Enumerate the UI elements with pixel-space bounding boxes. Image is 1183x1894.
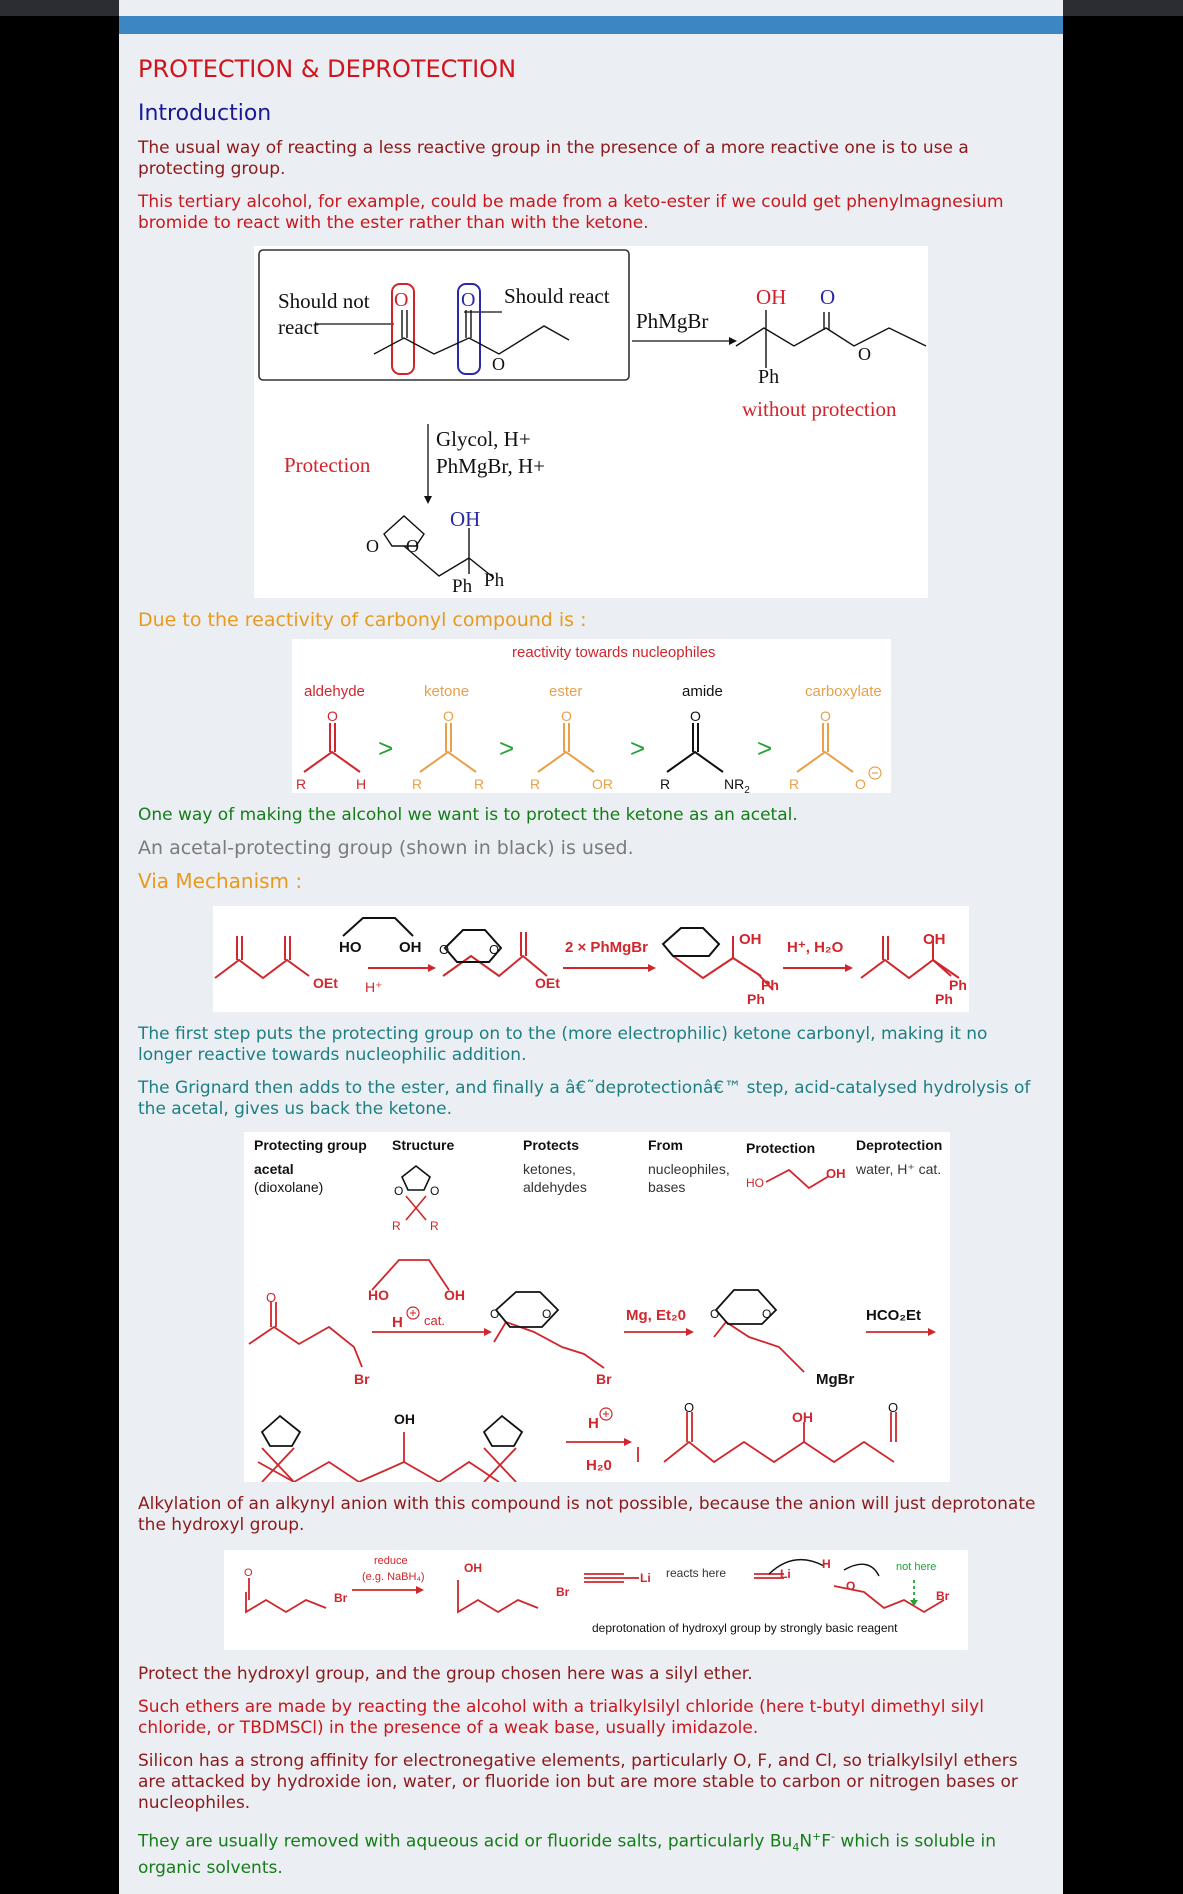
reactivity-title: reactivity towards nucleophiles [512,644,716,661]
hydrolysis-water: H₂0 [586,1457,612,1474]
glycol-oh-2: OH [444,1287,465,1303]
para-acetal-group: An acetal-protecting group (shown in black) is used. [138,837,634,859]
label-react: react [278,315,319,339]
figure-caption: deprotonation of hydroxyl group by strongly basic reagent [592,1621,898,1635]
hydrolysis-conditions: H⁺, H₂O [787,939,844,956]
header-strip [119,16,1063,34]
label-ketone: ketone [424,683,470,700]
carboxylate-o: O [820,708,831,724]
reduce-label: reduce [374,1555,408,1567]
start-o: O [266,1290,277,1305]
glycol-ho: HO [339,939,362,956]
acetal1-o2: O [542,1307,552,1321]
removal-f: F [821,1831,832,1852]
col-protection: Protection [746,1140,816,1156]
reagent-phmgbr: PhMgBr [636,309,709,333]
acetal1-o1: O [490,1307,500,1321]
protected-oh: OH [450,507,481,531]
figure-reactivity-order [292,639,891,793]
adduct-ph1: Ph [761,977,779,993]
grignard-reagent: 2 × PhMgBr [565,939,648,956]
removal-text-a: They are usually removed with aqueous acid or fluoride salts, particularly Bu [138,1831,793,1852]
adduct-ph2: Ph [747,991,765,1007]
product-oh: OH [923,931,946,948]
product-ph2: Ph [935,991,953,1007]
col-protecting-group: Protecting group [254,1137,367,1153]
figure-keto-ester-protection [254,246,928,598]
from-bases: bases [648,1179,686,1195]
para-protect-hydroxyl: Protect the hydroxyl group, and the group chosen here was a silyl ether. [138,1664,753,1684]
condition-phmgbr: PhMgBr, H+ [436,454,546,478]
cat-label: cat. [424,1313,445,1328]
start-br: Br [334,1591,348,1605]
acid-h: H [392,1314,403,1331]
label-protection: Protection [284,453,371,477]
removal-sup: + [812,1830,822,1843]
anion-li: Li [780,1567,791,1581]
gt-2: > [499,733,515,763]
ketone-o: O [443,708,454,724]
start-br: Br [354,1371,370,1387]
para-removal [138,1826,1044,1879]
product-ether-o: O [858,344,871,364]
acid-catalyst: H⁺ [365,979,383,995]
removal-sup2: - [831,1830,836,1843]
protected-ph1: Ph [452,576,473,597]
row-acetal: acetal [254,1161,294,1177]
glycol-oh: OH [399,939,422,956]
alcohol-oh: OH [464,1561,482,1575]
reacts-here-label: reacts here [666,1566,727,1580]
reactivity-heading: Due to the reactivity of carbonyl compound is : [138,609,587,631]
amide-r: R [660,776,671,792]
label-ester: ester [549,683,583,700]
acetal-br: Br [596,1371,612,1387]
ketone-r2: R [474,776,485,792]
struct-r2: R [430,1219,439,1233]
col-deprotection: Deprotection [856,1137,943,1153]
reduce-reagent: (e.g. NaBH₄) [362,1571,425,1583]
para-alkylation: Alkylation of an alkynyl anion with this compound is not possible, because the anion will just deprotonate the hydroxyl group. [138,1494,1036,1535]
acetal-o2: O [489,942,500,957]
product-oh: OH [756,285,787,309]
start-o: O [244,1567,253,1579]
document-page [119,0,1063,1894]
product-carbonyl-o: O [820,285,836,309]
alkynyl-li: Li [640,1571,651,1585]
amide-nr2: $NR_2$ [724,776,750,793]
protected-ph2: Ph [484,570,505,591]
removal-n: N [799,1831,813,1852]
para-first-step: The first step puts the protecting group on to the (more electrophilic) ketone carbonyl, making it no longer reactive towards nucleophilic addition. [138,1024,988,1065]
struct-o1: O [394,1184,404,1198]
ester-or: OR [592,776,613,792]
col-structure: Structure [392,1137,455,1153]
final-oh: OH [792,1409,813,1425]
acetal2-o2: O [762,1307,772,1321]
ketone-r1: R [412,776,423,792]
deprotection-conditions: water, H⁺ cat. [856,1161,942,1177]
grignard-mgbr: MgBr [816,1371,855,1388]
proton-h: H [822,1557,831,1571]
col-protects: Protects [523,1137,580,1153]
figure-alkynyl-deprotonation [224,1550,968,1650]
ester-o: O [561,708,572,724]
figure-mechanism [213,906,969,1012]
row-dioxolane: (dioxolane) [254,1179,324,1195]
amide-o: O [690,708,701,724]
ketone-oxygen: O [394,289,409,311]
label-amide: amide [682,683,723,700]
hydroxyl-o: O [846,1579,856,1593]
ethyl-formate: HCO₂Et [866,1307,921,1324]
removal-text-b: which is soluble in organic solvents. [138,1831,996,1879]
removal-sub: 4 [792,1841,800,1855]
gt-4: > [757,733,773,763]
final-o1: O [684,1400,695,1415]
label-aldehyde: aldehyde [304,683,365,700]
glycol-ho: HO [746,1176,764,1190]
para-acetal: One way of making the alcohol we want is to protect the ketone as an acetal. [138,805,798,825]
acetal-oet: OEt [535,975,560,991]
alcohol-br: Br [556,1585,570,1599]
acetal-o1: O [366,536,379,556]
mg-conditions: Mg, Et₂0 [626,1307,686,1324]
label-carboxylate: carboxylate [805,683,882,700]
protects-ketones: ketones, [523,1161,576,1177]
product-ph1: Ph [949,977,967,993]
gt-1: > [378,733,394,763]
label-should-not: Should not [278,289,370,313]
ester-r: R [530,776,541,792]
not-here-br: Br [936,1589,950,1603]
aldehyde-o: O [327,708,338,724]
ether-oxygen: O [492,354,505,374]
ester-oxygen: O [461,289,476,311]
not-here-label: not here [896,1561,937,1573]
protects-aldehydes: aldehydes [523,1179,587,1195]
mechanism-heading: Via Mechanism : [138,869,303,893]
glycol-ho-2: HO [368,1287,389,1303]
label-should-react: Should react [504,284,610,308]
para-silyl-ethers: Such ethers are made by reacting the alcohol with a trialkylsilyl chloride (here t-butyl dimethyl silyl chloride, or TBDMSCl) in the presence of a weak base, usually imidazole. [138,1697,984,1738]
keto-ester-oet: OEt [313,975,338,991]
acetal-o1: O [439,942,450,957]
gt-3: > [630,733,646,763]
from-nucleophiles: nucleophiles, [648,1161,730,1177]
final-o2: O [888,1400,899,1415]
acetal2-o1: O [710,1307,720,1321]
label-without-protection: without protection [742,397,897,421]
carboxylate-o-minus: O [855,776,866,792]
struct-o2: O [430,1184,440,1198]
col-from: From [648,1137,683,1153]
hydrolysis-h: H [588,1415,599,1432]
aldehyde-h: H [356,776,367,792]
adduct-oh: OH [739,931,762,948]
para-protecting-group: The usual way of reacting a less reactive group in the presence of a more reactive one is to use a protecting group. [138,138,969,179]
aldehyde-r: R [296,776,307,792]
figure-protecting-group-table [244,1132,950,1482]
para-grignard: The Grignard then adds to the ester, and finally a â€˜deprotectionâ€™ step, acid-catalysed hydrolysis of the acetal, gives us back the ketone. [138,1078,1031,1119]
product-ph: Ph [758,366,780,388]
acetal-o2: O [406,536,419,556]
intro-heading: Introduction [138,101,272,126]
glycol-oh: OH [826,1166,846,1181]
condition-glycol: Glycol, H+ [436,427,531,451]
para-silicon-affinity: Silicon has a strong affinity for electronegative elements, particularly O, F, and Cl, so trialkylsilyl ethers are attacked by hydroxide ion, water, or fluoride ion but are more stable to carbon or nitrogen bases or nucleophiles. [138,1751,1018,1813]
page-title: PROTECTION & DEPROTECTION [138,55,517,83]
struct-r1: R [392,1219,401,1233]
para-tertiary-alcohol: This tertiary alcohol, for example, could be made from a keto-ester if we could get phenylmagnesium bromide to react with the ester rather than with the ketone. [138,192,1004,233]
carboxylate-r: R [789,776,800,792]
bisacetal-oh: OH [394,1411,415,1427]
document-content [119,34,1063,1879]
